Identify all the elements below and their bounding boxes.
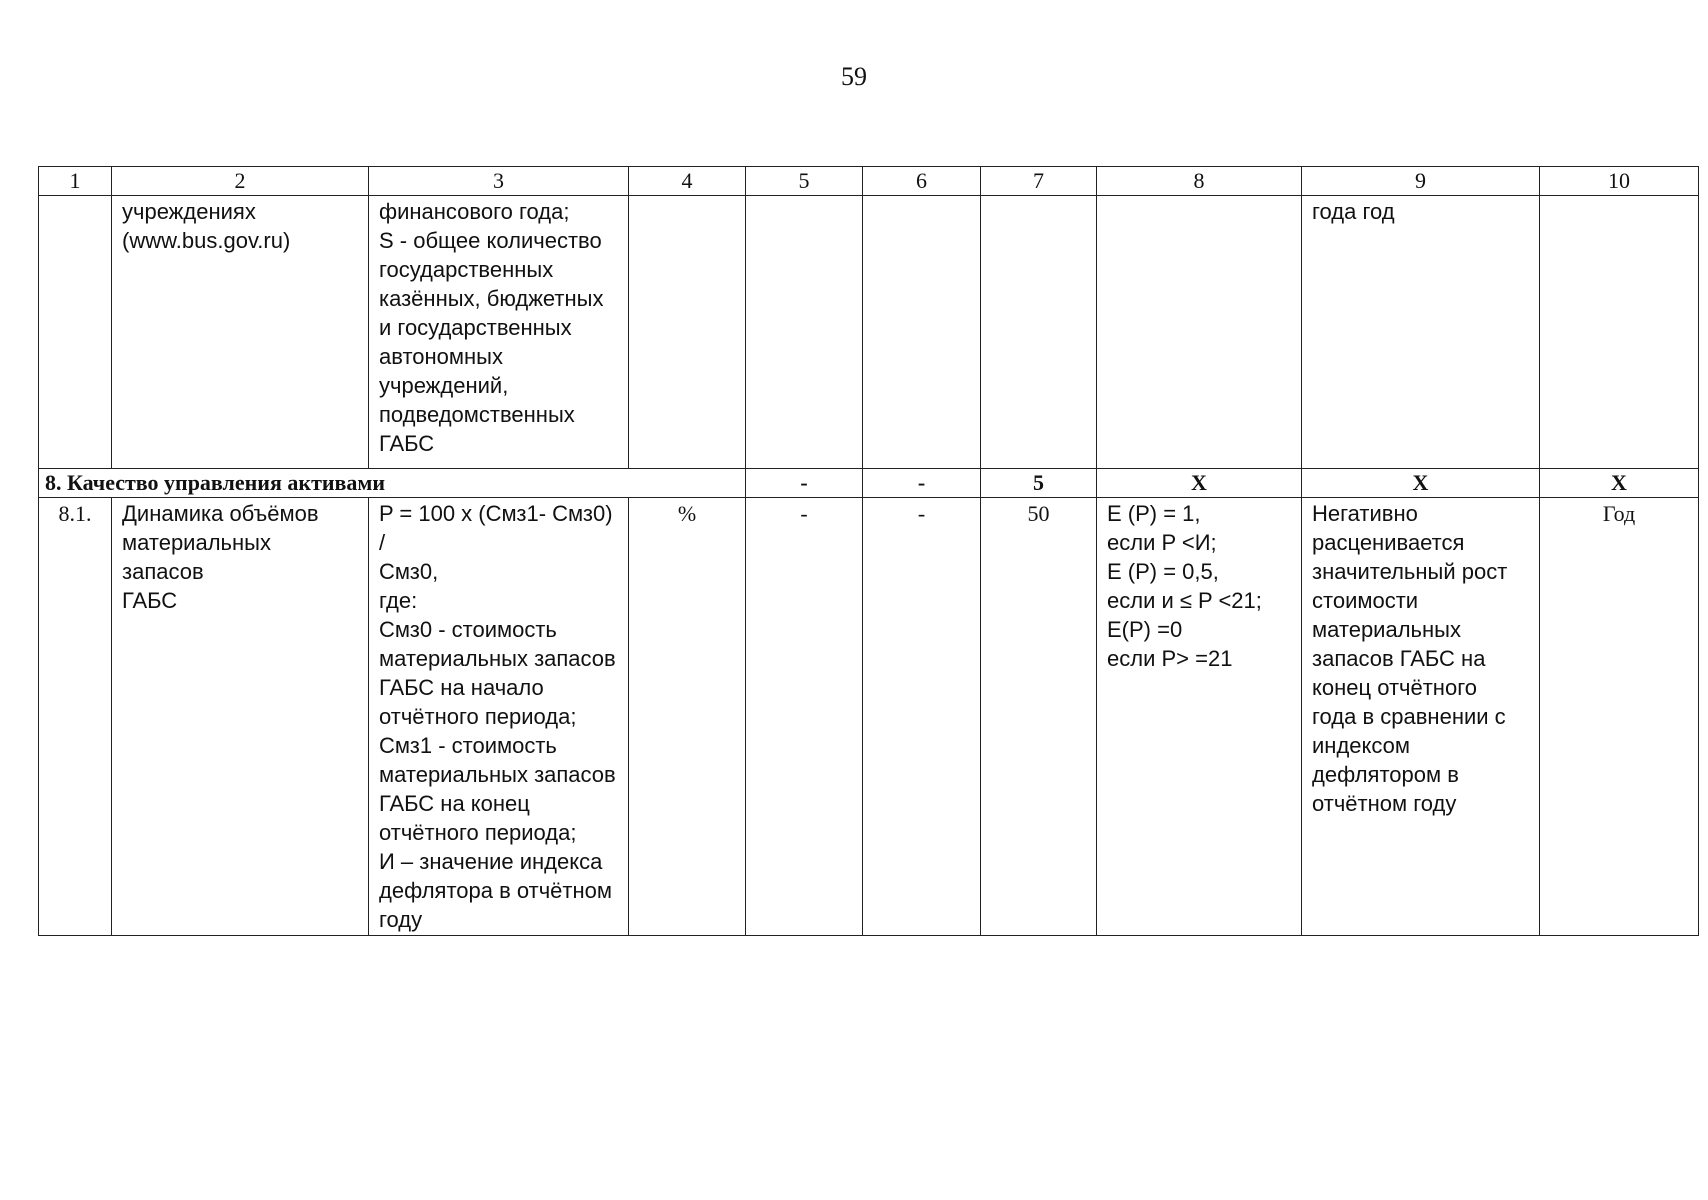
indicator-number: 8.1. bbox=[39, 498, 112, 936]
text-line: Динамика объёмов bbox=[122, 501, 319, 526]
section-col6: - bbox=[863, 469, 981, 498]
text-line: И – значение индекса bbox=[379, 849, 603, 874]
indicator-period: Год bbox=[1540, 498, 1699, 936]
indicator-row-8-1 bbox=[39, 498, 1699, 936]
text-line: казённых, бюджетных bbox=[379, 286, 604, 311]
text-line: года в сравнении с bbox=[1312, 704, 1506, 729]
indicator-table bbox=[38, 166, 1699, 936]
indicator-col7: 50 bbox=[981, 498, 1097, 936]
text-line: если и ≤ P <21; bbox=[1107, 588, 1262, 613]
text-line: учреждений, bbox=[379, 373, 509, 398]
text-line: E (P) = 0,5, bbox=[1107, 559, 1219, 584]
text-line: индексом bbox=[1312, 733, 1410, 758]
column-header: 4 bbox=[629, 167, 746, 196]
section-col7: 5 bbox=[981, 469, 1097, 498]
column-number-header-row bbox=[39, 167, 1699, 196]
indicator-evaluation-cell bbox=[1097, 498, 1302, 936]
text-line: ГАБС на начало bbox=[379, 675, 544, 700]
cell-empty bbox=[981, 196, 1097, 469]
text-line: расценивается bbox=[1312, 530, 1465, 555]
text-line: где: bbox=[379, 588, 418, 613]
text-line: учреждениях bbox=[122, 199, 256, 224]
text-line: конец отчётного bbox=[1312, 675, 1477, 700]
continuation-name-cell bbox=[112, 196, 369, 469]
text-line: материальных запасов bbox=[379, 762, 616, 787]
text-line: ГАБС bbox=[379, 431, 435, 456]
text-line: финансового года; bbox=[379, 199, 570, 224]
text-line: ГАБС bbox=[122, 588, 178, 613]
column-header: 9 bbox=[1302, 167, 1540, 196]
column-header: 2 bbox=[112, 167, 369, 196]
text-line: ГАБС на конец bbox=[379, 791, 530, 816]
indicator-name-cell bbox=[112, 498, 369, 936]
text-line: отчётного периода; bbox=[379, 704, 577, 729]
column-header: 7 bbox=[981, 167, 1097, 196]
text-line: отчётного периода; bbox=[379, 820, 577, 845]
text-line: P = 100 x (Cмз1- Cмз0) / bbox=[379, 501, 613, 555]
cell-empty bbox=[1097, 196, 1302, 469]
text-line: (www.bus.gov.ru) bbox=[122, 228, 291, 253]
continuation-row bbox=[39, 196, 1699, 469]
cell-empty bbox=[629, 196, 746, 469]
text-line: Негативно bbox=[1312, 501, 1418, 526]
indicator-formula-cell bbox=[369, 498, 629, 936]
text-line: Cмз0, bbox=[379, 559, 439, 584]
text-line: и государственных bbox=[379, 315, 572, 340]
text-line: материальных bbox=[1312, 617, 1461, 642]
text-line: году bbox=[379, 907, 423, 932]
text-line: стоимости bbox=[1312, 588, 1419, 613]
text-line: S - общее количество bbox=[379, 228, 602, 253]
text-line: значительный рост bbox=[1312, 559, 1508, 584]
text-line: подведомственных bbox=[379, 402, 575, 427]
text-line: отчётном году bbox=[1312, 791, 1457, 816]
cell-empty bbox=[746, 196, 863, 469]
column-header: 1 bbox=[39, 167, 112, 196]
text-line: государственных bbox=[379, 257, 554, 282]
indicator-col6: - bbox=[863, 498, 981, 936]
text-line: E (P) = 1, bbox=[1107, 501, 1201, 526]
text-line: если P> =21 bbox=[1107, 646, 1233, 671]
section-col5: - bbox=[746, 469, 863, 498]
cell-empty bbox=[863, 196, 981, 469]
section-col10: X bbox=[1540, 469, 1699, 498]
text-line: запасов ГАБС на bbox=[1312, 646, 1486, 671]
text-line: E(P) =0 bbox=[1107, 617, 1183, 642]
column-header: 8 bbox=[1097, 167, 1302, 196]
cell-empty bbox=[1540, 196, 1699, 469]
text-line: автономных bbox=[379, 344, 503, 369]
text-line: дефлятора в отчётном bbox=[379, 878, 612, 903]
section-col8: X bbox=[1097, 469, 1302, 498]
indicator-comment-cell bbox=[1302, 498, 1540, 936]
text-line: дефлятором в bbox=[1312, 762, 1459, 787]
text-line: материальных запасов bbox=[379, 646, 616, 671]
text-line: если P <И; bbox=[1107, 530, 1217, 555]
text-line: Cмз0 - стоимость bbox=[379, 617, 557, 642]
column-header: 5 bbox=[746, 167, 863, 196]
section-col9: X bbox=[1302, 469, 1540, 498]
continuation-formula-cell bbox=[369, 196, 629, 469]
indicator-unit: % bbox=[629, 498, 746, 936]
section-row bbox=[39, 469, 1699, 498]
column-header: 6 bbox=[863, 167, 981, 196]
indicator-col5: - bbox=[746, 498, 863, 936]
page-number: 59 bbox=[841, 62, 867, 91]
section-title: 8. Качество управления активами bbox=[39, 469, 746, 498]
column-header: 10 bbox=[1540, 167, 1699, 196]
column-header: 3 bbox=[369, 167, 629, 196]
cell-empty bbox=[39, 196, 112, 469]
text-line: материальных запасов bbox=[122, 530, 271, 584]
continuation-comment-cell: года год bbox=[1302, 196, 1540, 469]
text-line: Cмз1 - стоимость bbox=[379, 733, 557, 758]
